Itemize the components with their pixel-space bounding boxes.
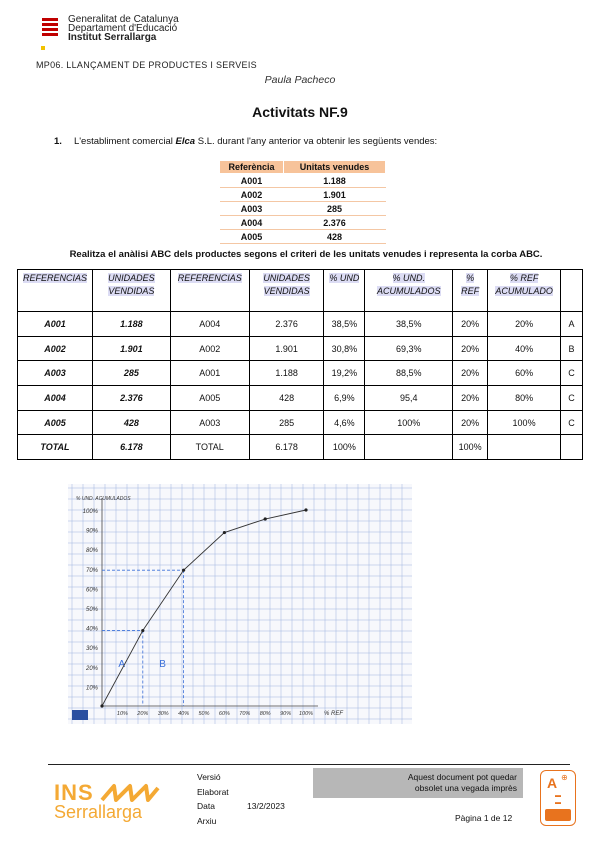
y-tick-label: 10%: [85, 685, 98, 692]
zone-label: B: [159, 658, 166, 670]
abc-header-cell: REFERENCIAS: [170, 270, 249, 312]
abc-cell: 20%: [453, 312, 488, 337]
x-tick-label: 40%: [178, 711, 190, 717]
sales-row: [220, 216, 386, 230]
author-name: Paula Pacheco: [264, 74, 336, 86]
abc-curve-point: [264, 517, 267, 520]
abc-cell: A003: [170, 410, 249, 435]
abc-cell: 100%: [365, 410, 453, 435]
abc-cell: 20%: [453, 410, 488, 435]
document-meta: Versió Elaborat Data 13/2/2023 Arxiu: [197, 772, 285, 826]
ins-serrallarga-logo: INS Serrallarga: [54, 778, 184, 828]
x-tick-label: 20%: [137, 711, 149, 717]
abc-cell: A001: [18, 312, 93, 337]
abc-cell: 428: [92, 410, 170, 435]
abc-class-cell: C: [561, 410, 583, 435]
abc-row: [18, 336, 583, 361]
abc-cell: 2.376: [92, 386, 170, 411]
x-tick-label: 10%: [116, 711, 128, 717]
sales-header-units: Unitats venudes: [284, 161, 386, 174]
zone-label: A: [118, 658, 126, 670]
abc-cell: 285: [249, 410, 324, 435]
abc-cell: 38,5%: [365, 312, 453, 337]
abc-cell: 20%: [488, 312, 561, 337]
abc-header-cell: % REF: [453, 270, 488, 312]
abc-class-cell: B: [561, 336, 583, 361]
abc-row: [18, 386, 583, 411]
abc-cell: A004: [18, 386, 93, 411]
x-tick-label: 100%: [298, 711, 314, 717]
abc-class-cell: C: [561, 386, 583, 411]
sales-row: [220, 188, 386, 202]
abc-cell: A002: [18, 336, 93, 361]
abc-cell: 285: [92, 361, 170, 386]
certification-badge: [540, 770, 576, 826]
badge-a-icon: A: [547, 775, 558, 791]
x-tick-label: 80%: [259, 711, 271, 717]
abc-header-cell: [561, 270, 583, 312]
abc-cell: TOTAL: [170, 435, 249, 460]
abc-cell: 30,8%: [324, 336, 365, 361]
page-title: Activitats NF.9: [252, 104, 348, 120]
sales-units-cell: 2.376: [284, 216, 386, 230]
sales-ref-cell: A002: [220, 188, 284, 202]
sales-row: [220, 174, 386, 188]
y-tick-label: 50%: [85, 607, 98, 613]
x-tick-label: 30%: [157, 711, 169, 717]
x-tick-label: 50%: [198, 711, 210, 717]
obsolete-notice: Aquest document pot quedar obsolet una vegada imprès: [313, 768, 523, 798]
graph-paper: [68, 484, 412, 724]
abc-header-cell: REFERENCIAS: [18, 270, 93, 312]
gencat-dot-icon: [41, 46, 45, 50]
sales-ref-cell: A005: [220, 230, 284, 244]
abc-cell: 6,9%: [324, 386, 365, 411]
x-tick-label: 70%: [239, 711, 251, 717]
question-text: 1. L'establiment comercial Elca S.L. durant l'any anterior va obtenir les següents vendes:: [54, 136, 438, 147]
abc-class-cell: A: [561, 312, 583, 337]
abc-cell: 20%: [453, 361, 488, 386]
abc-cell: A001: [170, 361, 249, 386]
y-tick-label: 60%: [85, 587, 98, 594]
document-date: 13/2/2023: [247, 801, 285, 811]
sales-units-cell: 1.188: [284, 174, 386, 188]
abc-header-cell: UNIDADES VENDIDAS: [92, 270, 170, 312]
y-tick-label: 80%: [85, 548, 98, 555]
instruction-text: Realitza el anàlisi ABC dels productes segons el criteri de les unitats venudes i representa la corba ABC.: [69, 249, 543, 260]
abc-cell: 100%: [488, 410, 561, 435]
sales-ref-cell: A001: [220, 174, 284, 188]
abc-cell: A004: [170, 312, 249, 337]
company-name: Elca: [175, 136, 196, 147]
abc-class-cell: [561, 435, 583, 460]
abc-cell: 1.188: [92, 312, 170, 337]
abc-cell: 20%: [453, 386, 488, 411]
x-axis-label: % REF: [324, 711, 344, 717]
abc-cell: 80%: [488, 386, 561, 411]
sales-units-cell: 428: [284, 230, 386, 244]
abc-row: [18, 361, 583, 386]
abc-cell: 19,2%: [324, 361, 365, 386]
abc-class-cell: C: [561, 361, 583, 386]
abc-curve-chart: [68, 484, 412, 724]
abc-cell: 2.376: [249, 312, 324, 337]
abc-header-cell: UNIDADES VENDIDAS: [249, 270, 324, 312]
abc-cell: 1.901: [92, 336, 170, 361]
abc-cell: 4,6%: [324, 410, 365, 435]
abc-cell: 1.188: [249, 361, 324, 386]
abc-cell: 100%: [453, 435, 488, 460]
abc-cell: 6.178: [249, 435, 324, 460]
abc-cell: 95,4: [365, 386, 453, 411]
abc-row: [18, 435, 583, 460]
abc-curve-point: [304, 508, 307, 511]
abc-header-cell: % UND. ACUMULADOS: [365, 270, 453, 312]
sales-row: [220, 230, 386, 244]
abc-curve-point: [182, 569, 185, 572]
sales-units-cell: 1.901: [284, 188, 386, 202]
sales-units-cell: 285: [284, 202, 386, 216]
abc-cell: 60%: [488, 361, 561, 386]
badge-lines-icon: ▬ ▬: [555, 793, 561, 806]
corner-logo-icon: [72, 710, 88, 720]
abc-header-cell: % UND: [324, 270, 365, 312]
badge-bar-icon: [545, 809, 571, 821]
abc-cell: 40%: [488, 336, 561, 361]
abc-cell: 20%: [453, 336, 488, 361]
page-number: Pàgina 1 de 12: [455, 813, 513, 823]
y-tick-label: 40%: [85, 626, 98, 633]
abc-curve-point: [100, 704, 103, 707]
abc-cell: 6.178: [92, 435, 170, 460]
badge-plus-icon: ⊕: [561, 773, 568, 782]
sales-header-ref: Referència: [220, 161, 284, 174]
sales-table: [219, 160, 386, 244]
institution-name: Generalitat de Catalunya Departament d'Educació Institut Serrallarga: [68, 14, 179, 43]
y-tick-label: 20%: [85, 665, 98, 672]
abc-cell: A005: [18, 410, 93, 435]
abc-table: [17, 269, 583, 460]
abc-row: [18, 312, 583, 337]
abc-cell: 428: [249, 386, 324, 411]
abc-curve-point: [223, 531, 226, 534]
abc-cell: 88,5%: [365, 361, 453, 386]
abc-cell: A002: [170, 336, 249, 361]
y-tick-label: 30%: [85, 646, 98, 653]
module-title: MP06. LLANÇAMENT DE PRODUCTES I SERVEIS: [36, 60, 257, 70]
abc-cell: TOTAL: [18, 435, 93, 460]
abc-cell: [488, 435, 561, 460]
abc-cell: 69,3%: [365, 336, 453, 361]
gencat-logo: [40, 14, 240, 58]
abc-header-cell: % REF ACUMULADO: [488, 270, 561, 312]
x-tick-label: 60%: [218, 711, 230, 717]
y-tick-label: 70%: [85, 567, 98, 574]
y-tick-label: 100%: [82, 509, 98, 515]
gencat-stripes-icon: [40, 16, 60, 40]
sales-ref-cell: A004: [220, 216, 284, 230]
x-tick-label: 90%: [280, 711, 292, 717]
abc-cell: [365, 435, 453, 460]
y-tick-label: 90%: [85, 528, 98, 535]
sales-ref-cell: A003: [220, 202, 284, 216]
y-axis-label: % UND. ACUMULADOS: [76, 496, 131, 502]
abc-cell: A003: [18, 361, 93, 386]
sales-row: [220, 202, 386, 216]
abc-curve-point: [141, 629, 144, 632]
footer-divider: [48, 764, 570, 765]
abc-cell: A005: [170, 386, 249, 411]
abc-row: [18, 410, 583, 435]
swoosh-icon: [100, 782, 160, 804]
abc-cell: 1.901: [249, 336, 324, 361]
abc-cell: 38,5%: [324, 312, 365, 337]
question-number: 1.: [54, 136, 62, 147]
abc-curve-svg: [68, 484, 412, 724]
abc-cell: 100%: [324, 435, 365, 460]
